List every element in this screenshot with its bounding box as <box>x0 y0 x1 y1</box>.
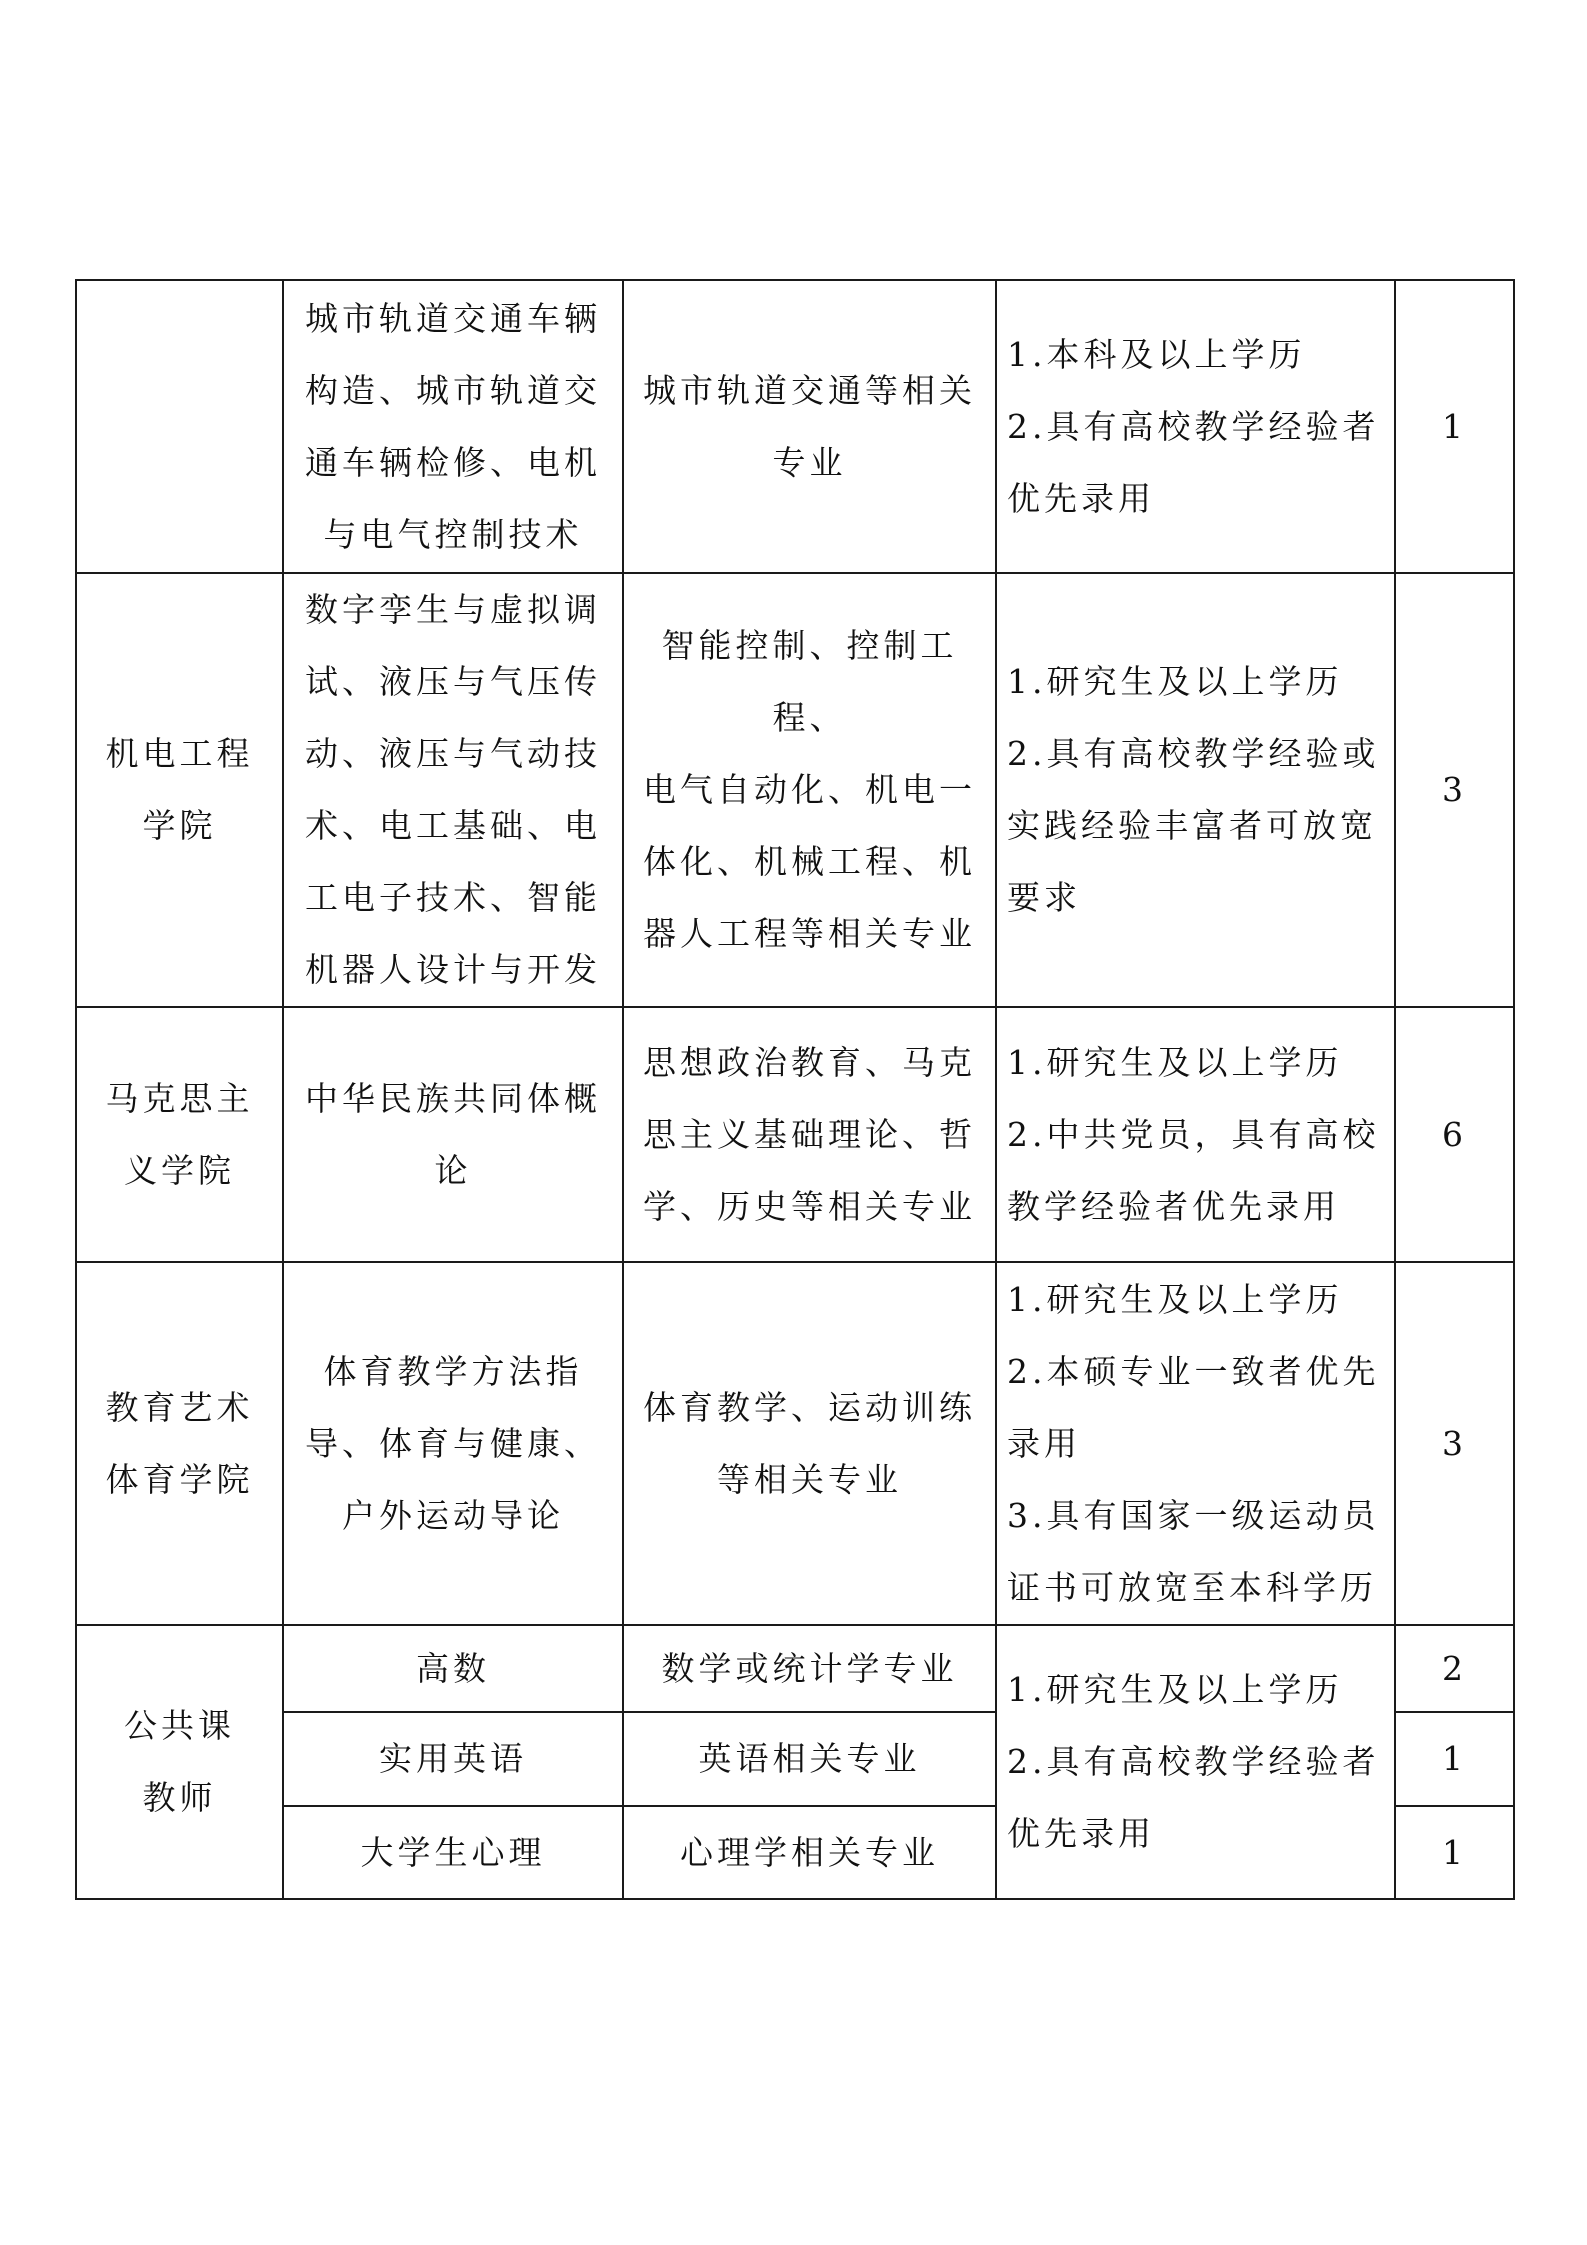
count-cell: 2 <box>1395 1625 1514 1712</box>
requirements-cell <box>996 1262 1395 1625</box>
courses-cell: 高数 <box>283 1625 623 1712</box>
college-line: 体育学院 <box>105 1459 254 1499</box>
courses-line: 构造、城市轨道交 <box>305 370 601 410</box>
majors-cell: 心理学相关专业 <box>623 1806 996 1899</box>
courses-line: 城市轨道交通车辆 <box>305 298 601 338</box>
courses-line: 论 <box>434 1150 472 1190</box>
table-row <box>76 1007 1514 1262</box>
courses-line: 机器人设计与开发 <box>305 950 601 989</box>
majors-line: 器人工程等相关专业 <box>643 914 976 953</box>
college-cell <box>76 1262 283 1625</box>
courses-cell <box>283 1007 623 1262</box>
requirement-line: 1.本科及以上学历 <box>1007 334 1306 374</box>
college-line: 机电工程 <box>105 734 254 773</box>
college-cell <box>76 1007 283 1262</box>
requirement-line: 优先录用 <box>1007 478 1155 518</box>
majors-cell <box>623 1007 996 1262</box>
majors-cell: 英语相关专业 <box>623 1712 996 1806</box>
courses-cell <box>283 280 623 573</box>
table-row <box>76 1262 1514 1625</box>
college-cell <box>76 1625 283 1899</box>
requirement-line: 优先录用 <box>1007 1814 1155 1853</box>
majors-line: 体化、机械工程、机 <box>643 842 976 881</box>
requirements-cell <box>996 1007 1395 1262</box>
majors-line: 城市轨道交通等相关 <box>643 370 976 410</box>
requirement-line: 2.具有高校教学经验者 <box>1007 1742 1380 1781</box>
requirement-line: 实践经验丰富者可放宽 <box>1007 806 1377 845</box>
majors-line: 思想政治教育、马克 <box>643 1042 976 1082</box>
requirement-line: 1.研究生及以上学历 <box>1007 1042 1343 1082</box>
majors-line: 电气自动化、机电一 <box>643 770 976 809</box>
count-cell: 3 <box>1395 573 1514 1007</box>
requirement-line: 录用 <box>1007 1423 1081 1463</box>
courses-line: 数字孪生与虚拟调 <box>305 590 601 629</box>
courses-line: 中华民族共同体概 <box>305 1078 601 1118</box>
requirement-line: 2.本硕专业一致者优先 <box>1007 1351 1380 1391</box>
college-cell <box>76 573 283 1007</box>
table-row <box>76 280 1514 573</box>
college-line: 教师 <box>142 1778 217 1817</box>
courses-cell <box>283 1262 623 1625</box>
count-cell: 6 <box>1395 1007 1514 1262</box>
majors-cell <box>623 1262 996 1625</box>
majors-line: 专业 <box>772 442 847 482</box>
majors-line: 学、历史等相关专业 <box>643 1186 976 1226</box>
majors-cell: 数学或统计学专业 <box>623 1625 996 1712</box>
majors-cell <box>623 573 996 1007</box>
requirements-cell <box>996 1625 1395 1899</box>
count-cell: 1 <box>1395 1806 1514 1899</box>
college-line: 教育艺术 <box>105 1387 254 1427</box>
requirements-cell <box>996 573 1395 1007</box>
courses-cell <box>283 573 623 1007</box>
requirement-line: 教学经验者优先录用 <box>1007 1186 1340 1226</box>
college-line: 义学院 <box>124 1150 235 1190</box>
courses-line: 与电气控制技术 <box>323 514 583 554</box>
courses-line: 工电子技术、智能 <box>305 878 601 917</box>
requirement-line: 2.具有高校教学经验或 <box>1007 734 1380 773</box>
courses-line: 术、电工基础、电 <box>305 806 601 845</box>
table-row <box>76 573 1514 1007</box>
courses-line: 通车辆检修、电机 <box>305 442 601 482</box>
courses-line: 户外运动导论 <box>342 1495 564 1535</box>
majors-line: 智能控制、控制工程、 <box>661 626 958 737</box>
count-cell: 3 <box>1395 1262 1514 1625</box>
requirement-line: 1.研究生及以上学历 <box>1007 1279 1343 1319</box>
count-cell: 1 <box>1395 280 1514 573</box>
courses-cell: 大学生心理 <box>283 1806 623 1899</box>
courses-line: 导、体育与健康、 <box>305 1423 601 1463</box>
requirement-line: 2.中共党员，具有高校 <box>1007 1114 1380 1154</box>
college-line: 学院 <box>142 806 217 845</box>
majors-line: 思主义基础理论、哲 <box>643 1114 976 1154</box>
requirement-line: 1.研究生及以上学历 <box>1007 662 1343 701</box>
college-line: 马克思主 <box>105 1078 254 1118</box>
requirements-cell <box>996 280 1395 573</box>
recruitment-table <box>75 279 1515 1900</box>
majors-line: 体育教学、运动训练 <box>643 1387 976 1427</box>
courses-cell: 实用英语 <box>283 1712 623 1806</box>
requirement-line: 1.研究生及以上学历 <box>1007 1670 1343 1709</box>
majors-line: 等相关专业 <box>717 1459 902 1499</box>
college-cell <box>76 280 283 573</box>
requirement-line: 2.具有高校教学经验者 <box>1007 406 1380 446</box>
count-cell: 1 <box>1395 1712 1514 1806</box>
table-row <box>76 1625 1514 1712</box>
requirement-line: 3.具有国家一级运动员 <box>1007 1495 1380 1535</box>
college-line: 公共课 <box>124 1706 235 1745</box>
courses-line: 动、液压与气动技 <box>305 734 601 773</box>
majors-cell <box>623 280 996 573</box>
courses-line: 试、液压与气压传 <box>305 662 601 701</box>
requirement-line: 证书可放宽至本科学历 <box>1007 1567 1377 1607</box>
courses-line: 体育教学方法指 <box>323 1351 583 1391</box>
requirement-line: 要求 <box>1007 878 1081 917</box>
